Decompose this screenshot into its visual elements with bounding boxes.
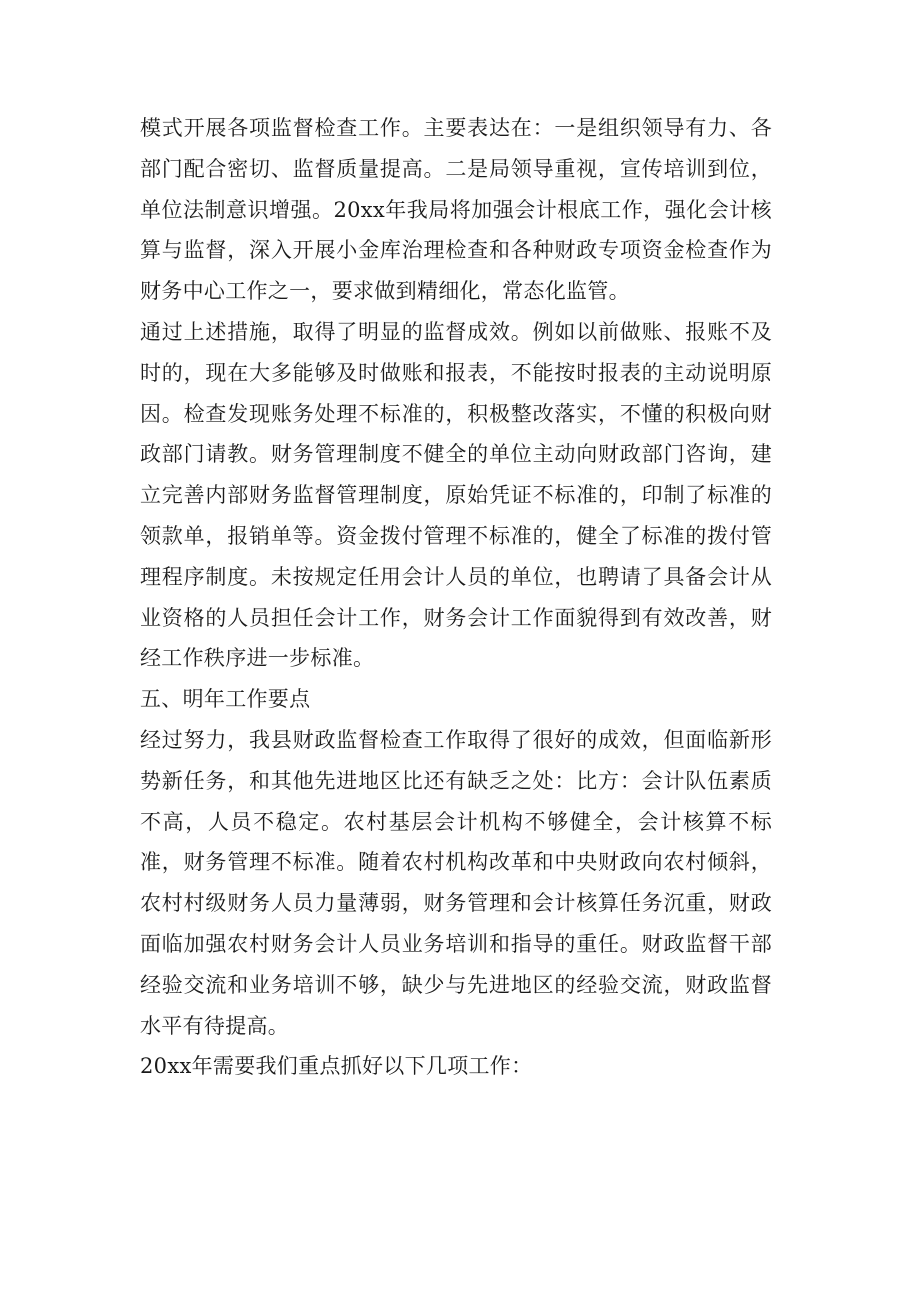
paragraph-key-tasks-intro: 20xx年需要我们重点抓好以下几项工作： [140,1054,533,1079]
section-heading-next-year: 五、明年工作要点 [140,687,311,712]
paragraph-supervision-results: 通过上述措施，取得了明显的监督成效。例如以前做账、报账不及时的，现在大多能够及时做账和报表，不能按时报表的主动说明原因。检查发现账务处理不标准的，积极整改落实，不懂的积极向财政部门请教。财务管理制度不健全的单位主动向财政部门咨询，建立完善内部财务监督管理制度，原始凭证不标准的，印制了标准的领款单，报销单等。资金拨付管理不标准的，健全了标准的拨付管理程序制度。未按规定任用会计人员的单位，也聘请了具备会计从业资格的人员担任会计工作，财务会计工作面貌得到有效改善，财经工作秩序进一步标准。 [140,319,772,671]
paragraph-supervision-mode: 模式开展各项监督检查工作。主要表达在：一是组织领导有力、各部门配合密切、监督质量提高。二是局领导重视，宣传培训到位，单位法制意识增强。20xx年我局将加强会计根底工作，强化会计核算与监督，深入开展小金库治理检查和各种财政专项资金检查作为财务中心工作之一，要求做到精细化，常态化监管。 [140,116,772,304]
document-body [140,108,772,1087]
paragraph-shortcomings: 经过努力，我县财政监督检查工作取得了很好的成效，但面临新形势新任务，和其他先进地区比还有缺乏之处：比方：会计队伍素质不高，人员不稳定。农村基层会计机构不够健全，会计核算不标准，财务管理不标准。随着农村机构改革和中央财政向农村倾斜，农村村级财务人员力量薄弱，财务管理和会计核算任务沉重，财政面临加强农村财务会计人员业务培训和指导的重任。财政监督干部经验交流和业务培训不够，缺少与先进地区的经验交流，财政监督水平有待提高。 [140,727,772,1038]
